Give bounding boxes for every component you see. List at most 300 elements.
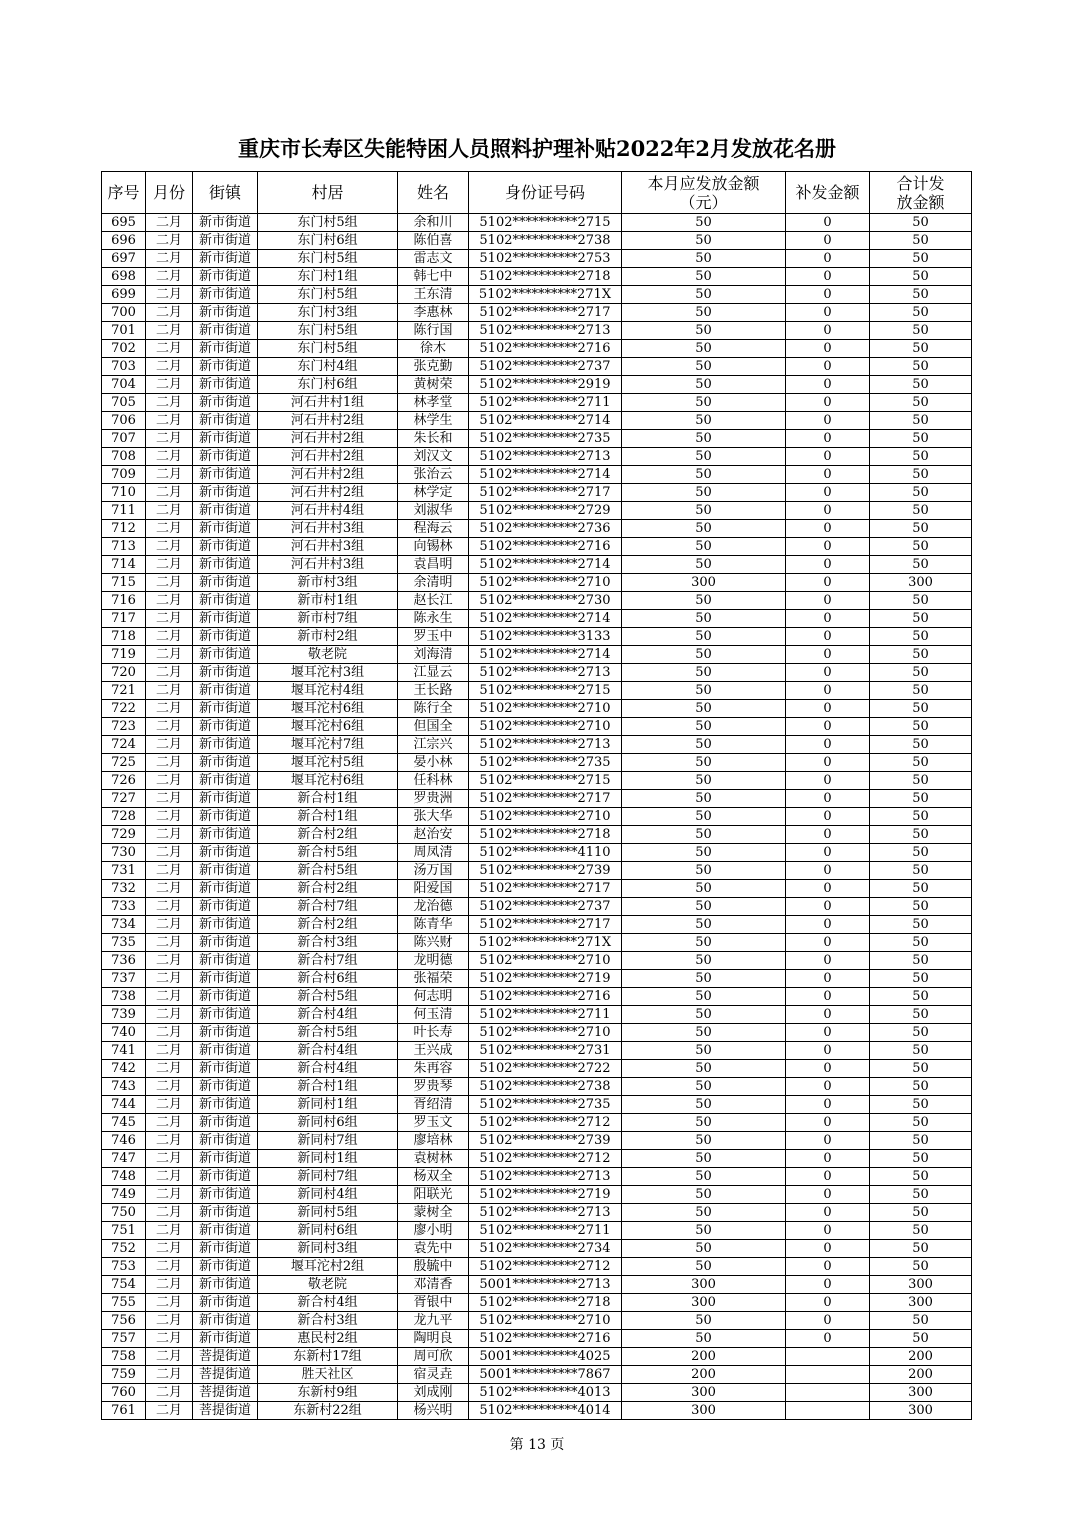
- row-street-cell: 新市街道: [193, 862, 258, 880]
- row-total-cell: 50: [870, 430, 972, 448]
- row-supplement-cell: 0: [786, 250, 870, 268]
- row-street-cell: 新市街道: [193, 628, 258, 646]
- row-supplement-cell: 0: [786, 1330, 870, 1348]
- row-village-cell: 新合村1组: [258, 790, 398, 808]
- row-street-cell: 新市街道: [193, 1078, 258, 1096]
- row-supplement-cell: 0: [786, 1204, 870, 1222]
- row-month-cell: 二月: [146, 1348, 193, 1366]
- row-id-number-cell: 5102**********2718: [469, 268, 622, 286]
- row-village-cell: 新同村1组: [258, 1150, 398, 1168]
- row-village-cell: 新合村4组: [258, 1294, 398, 1312]
- row-index-cell: 698: [102, 268, 146, 286]
- row-name-cell: 廖培林: [398, 1132, 469, 1150]
- row-monthly-amount-cell: 50: [622, 754, 786, 772]
- row-street-cell: 新市街道: [193, 754, 258, 772]
- row-total-cell: 50: [870, 700, 972, 718]
- row-name-cell: 刘汉文: [398, 448, 469, 466]
- row-index-cell: 707: [102, 430, 146, 448]
- row-monthly-amount-cell: 50: [622, 934, 786, 952]
- row-name-cell: 邓清香: [398, 1276, 469, 1294]
- row-supplement-cell: 0: [786, 1258, 870, 1276]
- row-index-cell: 702: [102, 340, 146, 358]
- row-id-number-cell: 5102**********4014: [469, 1402, 622, 1420]
- row-total-cell: 50: [870, 772, 972, 790]
- row-month-cell: 二月: [146, 466, 193, 484]
- row-street-cell: 新市街道: [193, 484, 258, 502]
- row-supplement-cell: 0: [786, 1150, 870, 1168]
- page-number: 第 13 页: [509, 1437, 565, 1453]
- row-name-cell: 罗玉文: [398, 1114, 469, 1132]
- row-name-cell: 江显云: [398, 664, 469, 682]
- row-supplement-cell: 0: [786, 286, 870, 304]
- row-supplement-cell: 0: [786, 1024, 870, 1042]
- row-name-cell: 龙九平: [398, 1312, 469, 1330]
- row-month-cell: 二月: [146, 1150, 193, 1168]
- row-village-cell: 河石井村2组: [258, 448, 398, 466]
- row-village-cell: 东门村5组: [258, 322, 398, 340]
- table-row: [102, 520, 972, 538]
- row-supplement-cell: 0: [786, 970, 870, 988]
- row-street-cell: 新市街道: [193, 1330, 258, 1348]
- row-total-cell: 50: [870, 826, 972, 844]
- table-row: [102, 718, 972, 736]
- row-supplement-cell: 0: [786, 484, 870, 502]
- row-id-number-cell: 5102**********2714: [469, 610, 622, 628]
- row-street-cell: 新市街道: [193, 1042, 258, 1060]
- row-village-cell: 河石井村2组: [258, 466, 398, 484]
- row-name-cell: 宿灵垚: [398, 1366, 469, 1384]
- row-supplement-cell: 0: [786, 1096, 870, 1114]
- row-total-cell: 50: [870, 880, 972, 898]
- row-street-cell: 新市街道: [193, 250, 258, 268]
- row-id-number-cell: 5102**********2753: [469, 250, 622, 268]
- row-month-cell: 二月: [146, 880, 193, 898]
- row-id-number-cell: 5001**********7867: [469, 1366, 622, 1384]
- row-index-cell: 761: [102, 1402, 146, 1420]
- row-village-cell: 新市村1组: [258, 592, 398, 610]
- row-supplement-cell: 0: [786, 1222, 870, 1240]
- row-village-cell: 新同村6组: [258, 1114, 398, 1132]
- row-supplement-cell: 0: [786, 754, 870, 772]
- row-month-cell: 二月: [146, 1078, 193, 1096]
- table-row: [102, 934, 972, 952]
- row-street-cell: 新市街道: [193, 502, 258, 520]
- row-village-cell: 堰耳沱村2组: [258, 1258, 398, 1276]
- row-total-cell: 50: [870, 1150, 972, 1168]
- row-month-cell: 二月: [146, 232, 193, 250]
- row-name-cell: 韩七中: [398, 268, 469, 286]
- row-street-cell: 新市街道: [193, 736, 258, 754]
- row-village-cell: 东新村22组: [258, 1402, 398, 1420]
- row-id-number-cell: 5102**********2710: [469, 952, 622, 970]
- row-street-cell: 新市街道: [193, 682, 258, 700]
- row-total-cell: 200: [870, 1348, 972, 1366]
- row-street-cell: 新市街道: [193, 826, 258, 844]
- table-row: [102, 754, 972, 772]
- row-month-cell: 二月: [146, 250, 193, 268]
- row-monthly-amount-cell: 50: [622, 898, 786, 916]
- row-id-number-cell: 5102**********2712: [469, 1258, 622, 1276]
- row-total-cell: 50: [870, 646, 972, 664]
- row-name-cell: 林学生: [398, 412, 469, 430]
- table-row: [102, 1294, 972, 1312]
- row-supplement-cell: 0: [786, 790, 870, 808]
- row-id-number-cell: 5102**********2715: [469, 682, 622, 700]
- row-id-number-cell: 5102**********2710: [469, 1312, 622, 1330]
- row-total-cell: 50: [870, 1204, 972, 1222]
- row-total-cell: 300: [870, 574, 972, 592]
- row-name-cell: 袁昌明: [398, 556, 469, 574]
- row-id-number-cell: 5102**********2713: [469, 664, 622, 682]
- row-monthly-amount-cell: 50: [622, 844, 786, 862]
- col-header-monthly-amount: 本月应发放金额（元）: [622, 172, 786, 214]
- row-street-cell: 新市街道: [193, 394, 258, 412]
- row-village-cell: 新合村4组: [258, 1006, 398, 1024]
- row-total-cell: 50: [870, 1186, 972, 1204]
- row-month-cell: 二月: [146, 574, 193, 592]
- table-row: [102, 592, 972, 610]
- row-month-cell: 二月: [146, 412, 193, 430]
- row-supplement-cell: 0: [786, 862, 870, 880]
- row-supplement-cell: 0: [786, 592, 870, 610]
- row-index-cell: 722: [102, 700, 146, 718]
- row-monthly-amount-cell: 50: [622, 1060, 786, 1078]
- row-street-cell: 新市街道: [193, 1132, 258, 1150]
- row-total-cell: 50: [870, 754, 972, 772]
- row-name-cell: 陈兴财: [398, 934, 469, 952]
- row-name-cell: 罗贵琴: [398, 1078, 469, 1096]
- row-month-cell: 二月: [146, 1060, 193, 1078]
- row-total-cell: 50: [870, 1222, 972, 1240]
- row-id-number-cell: 5102**********2737: [469, 358, 622, 376]
- row-month-cell: 二月: [146, 1240, 193, 1258]
- row-id-number-cell: 5102**********2718: [469, 1294, 622, 1312]
- row-month-cell: 二月: [146, 772, 193, 790]
- row-monthly-amount-cell: 50: [622, 790, 786, 808]
- row-name-cell: 罗玉中: [398, 628, 469, 646]
- row-monthly-amount-cell: 50: [622, 700, 786, 718]
- row-index-cell: 748: [102, 1168, 146, 1186]
- row-month-cell: 二月: [146, 448, 193, 466]
- row-monthly-amount-cell: 50: [622, 1024, 786, 1042]
- row-index-cell: 744: [102, 1096, 146, 1114]
- row-total-cell: 50: [870, 250, 972, 268]
- row-supplement-cell: 0: [786, 376, 870, 394]
- table-row: [102, 736, 972, 754]
- table-row: [102, 1150, 972, 1168]
- row-total-cell: 50: [870, 1024, 972, 1042]
- row-month-cell: 二月: [146, 790, 193, 808]
- row-monthly-amount-cell: 300: [622, 574, 786, 592]
- row-supplement-cell: 0: [786, 646, 870, 664]
- row-supplement-cell: 0: [786, 322, 870, 340]
- row-supplement-cell: 0: [786, 412, 870, 430]
- row-village-cell: 东门村5组: [258, 250, 398, 268]
- row-street-cell: 新市街道: [193, 538, 258, 556]
- row-supplement-cell: 0: [786, 574, 870, 592]
- row-total-cell: 50: [870, 1042, 972, 1060]
- row-street-cell: 新市街道: [193, 790, 258, 808]
- row-village-cell: 东门村3组: [258, 304, 398, 322]
- row-index-cell: 734: [102, 916, 146, 934]
- row-village-cell: 东门村6组: [258, 376, 398, 394]
- row-id-number-cell: 5102**********2717: [469, 484, 622, 502]
- row-street-cell: 新市街道: [193, 772, 258, 790]
- row-total-cell: 50: [870, 736, 972, 754]
- row-total-cell: 50: [870, 970, 972, 988]
- row-name-cell: 江宗兴: [398, 736, 469, 754]
- row-village-cell: 新合村5组: [258, 1024, 398, 1042]
- row-supplement-cell: 0: [786, 304, 870, 322]
- row-supplement-cell: 0: [786, 1060, 870, 1078]
- row-total-cell: 50: [870, 1006, 972, 1024]
- row-month-cell: 二月: [146, 1222, 193, 1240]
- row-index-cell: 733: [102, 898, 146, 916]
- row-name-cell: 王长路: [398, 682, 469, 700]
- col-header-supplement: 补发金额: [786, 172, 870, 214]
- table-row: [102, 1060, 972, 1078]
- row-monthly-amount-cell: 50: [622, 610, 786, 628]
- row-supplement-cell: 0: [786, 628, 870, 646]
- row-monthly-amount-cell: 50: [622, 1330, 786, 1348]
- row-supplement-cell: 0: [786, 736, 870, 754]
- row-month-cell: 二月: [146, 646, 193, 664]
- row-street-cell: 新市街道: [193, 1258, 258, 1276]
- row-id-number-cell: 5102**********2722: [469, 1060, 622, 1078]
- row-total-cell: 50: [870, 1330, 972, 1348]
- row-name-cell: 赵治安: [398, 826, 469, 844]
- row-monthly-amount-cell: 300: [622, 1276, 786, 1294]
- row-index-cell: 754: [102, 1276, 146, 1294]
- row-village-cell: 东新村9组: [258, 1384, 398, 1402]
- table-row: [102, 826, 972, 844]
- row-name-cell: 王兴成: [398, 1042, 469, 1060]
- row-supplement-cell: [786, 1366, 870, 1384]
- table-row: [102, 898, 972, 916]
- row-supplement-cell: 0: [786, 1276, 870, 1294]
- row-village-cell: 新市村7组: [258, 610, 398, 628]
- table-row: [102, 664, 972, 682]
- row-street-cell: 新市街道: [193, 916, 258, 934]
- row-village-cell: 惠民村2组: [258, 1330, 398, 1348]
- row-month-cell: 二月: [146, 970, 193, 988]
- row-month-cell: 二月: [146, 340, 193, 358]
- row-id-number-cell: 5102**********2712: [469, 1114, 622, 1132]
- row-month-cell: 二月: [146, 844, 193, 862]
- row-supplement-cell: 0: [786, 1294, 870, 1312]
- row-month-cell: 二月: [146, 556, 193, 574]
- row-name-cell: 周凤清: [398, 844, 469, 862]
- row-month-cell: 二月: [146, 394, 193, 412]
- row-street-cell: 新市街道: [193, 988, 258, 1006]
- row-name-cell: 林孝堂: [398, 394, 469, 412]
- row-id-number-cell: 5102**********2715: [469, 772, 622, 790]
- row-month-cell: 二月: [146, 430, 193, 448]
- row-name-cell: 陈行全: [398, 700, 469, 718]
- row-name-cell: 胥绍清: [398, 1096, 469, 1114]
- row-supplement-cell: 0: [786, 520, 870, 538]
- col-header-total: 合计发放金额: [870, 172, 972, 214]
- row-supplement-cell: 0: [786, 394, 870, 412]
- row-name-cell: 任科林: [398, 772, 469, 790]
- row-total-cell: 50: [870, 304, 972, 322]
- row-total-cell: 50: [870, 1312, 972, 1330]
- row-index-cell: 731: [102, 862, 146, 880]
- row-supplement-cell: 0: [786, 718, 870, 736]
- row-village-cell: 新同村7组: [258, 1168, 398, 1186]
- row-name-cell: 刘成刚: [398, 1384, 469, 1402]
- row-id-number-cell: 5102**********2714: [469, 556, 622, 574]
- row-month-cell: 二月: [146, 628, 193, 646]
- row-total-cell: 50: [870, 1114, 972, 1132]
- table-row: [102, 628, 972, 646]
- row-name-cell: 张克勤: [398, 358, 469, 376]
- row-id-number-cell: 5102**********2713: [469, 1204, 622, 1222]
- row-monthly-amount-cell: 50: [622, 520, 786, 538]
- row-name-cell: 陈伯喜: [398, 232, 469, 250]
- row-village-cell: 新同村3组: [258, 1240, 398, 1258]
- row-village-cell: 新合村5组: [258, 844, 398, 862]
- row-street-cell: 新市街道: [193, 1006, 258, 1024]
- row-total-cell: 50: [870, 520, 972, 538]
- row-index-cell: 742: [102, 1060, 146, 1078]
- table-row: [102, 1348, 972, 1366]
- row-street-cell: 新市街道: [193, 1096, 258, 1114]
- row-index-cell: 700: [102, 304, 146, 322]
- row-supplement-cell: 0: [786, 988, 870, 1006]
- row-total-cell: 50: [870, 322, 972, 340]
- row-name-cell: 罗贵洲: [398, 790, 469, 808]
- row-village-cell: 堰耳沱村6组: [258, 700, 398, 718]
- row-month-cell: 二月: [146, 1330, 193, 1348]
- row-monthly-amount-cell: 50: [622, 1006, 786, 1024]
- table-row: [102, 1024, 972, 1042]
- row-id-number-cell: 5102**********2713: [469, 736, 622, 754]
- row-monthly-amount-cell: 50: [622, 358, 786, 376]
- row-monthly-amount-cell: 50: [622, 1150, 786, 1168]
- table-row: [102, 376, 972, 394]
- row-street-cell: 新市街道: [193, 430, 258, 448]
- row-monthly-amount-cell: 50: [622, 556, 786, 574]
- row-supplement-cell: 0: [786, 952, 870, 970]
- row-monthly-amount-cell: 50: [622, 1096, 786, 1114]
- row-id-number-cell: 5102**********2718: [469, 826, 622, 844]
- row-supplement-cell: 0: [786, 808, 870, 826]
- row-monthly-amount-cell: 50: [622, 484, 786, 502]
- row-street-cell: 新市街道: [193, 1204, 258, 1222]
- table-row: [102, 412, 972, 430]
- table-row: [102, 988, 972, 1006]
- row-monthly-amount-cell: 50: [622, 412, 786, 430]
- row-index-cell: 717: [102, 610, 146, 628]
- row-monthly-amount-cell: 50: [622, 952, 786, 970]
- row-village-cell: 新合村3组: [258, 1312, 398, 1330]
- table-row: [102, 700, 972, 718]
- row-name-cell: 龙明德: [398, 952, 469, 970]
- row-name-cell: 胥银中: [398, 1294, 469, 1312]
- row-month-cell: 二月: [146, 682, 193, 700]
- table-row: [102, 1114, 972, 1132]
- table-row: [102, 790, 972, 808]
- row-index-cell: 745: [102, 1114, 146, 1132]
- row-village-cell: 河石井村3组: [258, 538, 398, 556]
- row-monthly-amount-cell: 50: [622, 592, 786, 610]
- row-street-cell: 新市街道: [193, 448, 258, 466]
- row-total-cell: 50: [870, 916, 972, 934]
- col-header-index: 序号: [102, 172, 146, 214]
- col-header-village: 村居: [258, 172, 398, 214]
- row-supplement-cell: 0: [786, 358, 870, 376]
- row-total-cell: 50: [870, 952, 972, 970]
- row-monthly-amount-cell: 300: [622, 1384, 786, 1402]
- row-village-cell: 河石井村2组: [258, 412, 398, 430]
- row-street-cell: 新市街道: [193, 214, 258, 232]
- row-total-cell: 300: [870, 1384, 972, 1402]
- row-month-cell: 二月: [146, 826, 193, 844]
- row-total-cell: 50: [870, 1096, 972, 1114]
- row-monthly-amount-cell: 50: [622, 682, 786, 700]
- row-village-cell: 新合村2组: [258, 916, 398, 934]
- table-row: [102, 322, 972, 340]
- row-total-cell: 50: [870, 988, 972, 1006]
- row-total-cell: 50: [870, 556, 972, 574]
- row-village-cell: 胜天社区: [258, 1366, 398, 1384]
- row-month-cell: 二月: [146, 808, 193, 826]
- row-month-cell: 二月: [146, 1114, 193, 1132]
- row-total-cell: 50: [870, 592, 972, 610]
- row-street-cell: 菩提街道: [193, 1384, 258, 1402]
- table-row: [102, 466, 972, 484]
- row-total-cell: 50: [870, 466, 972, 484]
- row-month-cell: 二月: [146, 934, 193, 952]
- row-month-cell: 二月: [146, 898, 193, 916]
- row-index-cell: 741: [102, 1042, 146, 1060]
- row-village-cell: 堰耳沱村6组: [258, 772, 398, 790]
- row-street-cell: 新市街道: [193, 466, 258, 484]
- row-supplement-cell: 0: [786, 934, 870, 952]
- row-id-number-cell: 5102**********2713: [469, 1168, 622, 1186]
- row-month-cell: 二月: [146, 1258, 193, 1276]
- row-name-cell: 林学定: [398, 484, 469, 502]
- col-header-street: 街镇: [193, 172, 258, 214]
- row-id-number-cell: 5102**********2738: [469, 1078, 622, 1096]
- row-name-cell: 徐木: [398, 340, 469, 358]
- row-monthly-amount-cell: 50: [622, 214, 786, 232]
- row-monthly-amount-cell: 50: [622, 1042, 786, 1060]
- row-month-cell: 二月: [146, 1312, 193, 1330]
- row-index-cell: 755: [102, 1294, 146, 1312]
- row-id-number-cell: 5102**********2735: [469, 430, 622, 448]
- row-monthly-amount-cell: 50: [622, 772, 786, 790]
- row-street-cell: 新市街道: [193, 520, 258, 538]
- table-row: [102, 1132, 972, 1150]
- row-month-cell: 二月: [146, 502, 193, 520]
- row-street-cell: 新市街道: [193, 1186, 258, 1204]
- table-row: [102, 286, 972, 304]
- table-row: [102, 250, 972, 268]
- row-name-cell: 杨双全: [398, 1168, 469, 1186]
- row-name-cell: 黄树荣: [398, 376, 469, 394]
- row-monthly-amount-cell: 50: [622, 880, 786, 898]
- row-monthly-amount-cell: 50: [622, 628, 786, 646]
- row-id-number-cell: 5102**********2711: [469, 1222, 622, 1240]
- page-title: 重庆市长寿区失能特困人员照料护理补贴2022年2月发放花名册: [237, 136, 837, 161]
- row-month-cell: 二月: [146, 1276, 193, 1294]
- row-index-cell: 716: [102, 592, 146, 610]
- row-total-cell: 50: [870, 898, 972, 916]
- row-total-cell: 50: [870, 628, 972, 646]
- row-street-cell: 新市街道: [193, 556, 258, 574]
